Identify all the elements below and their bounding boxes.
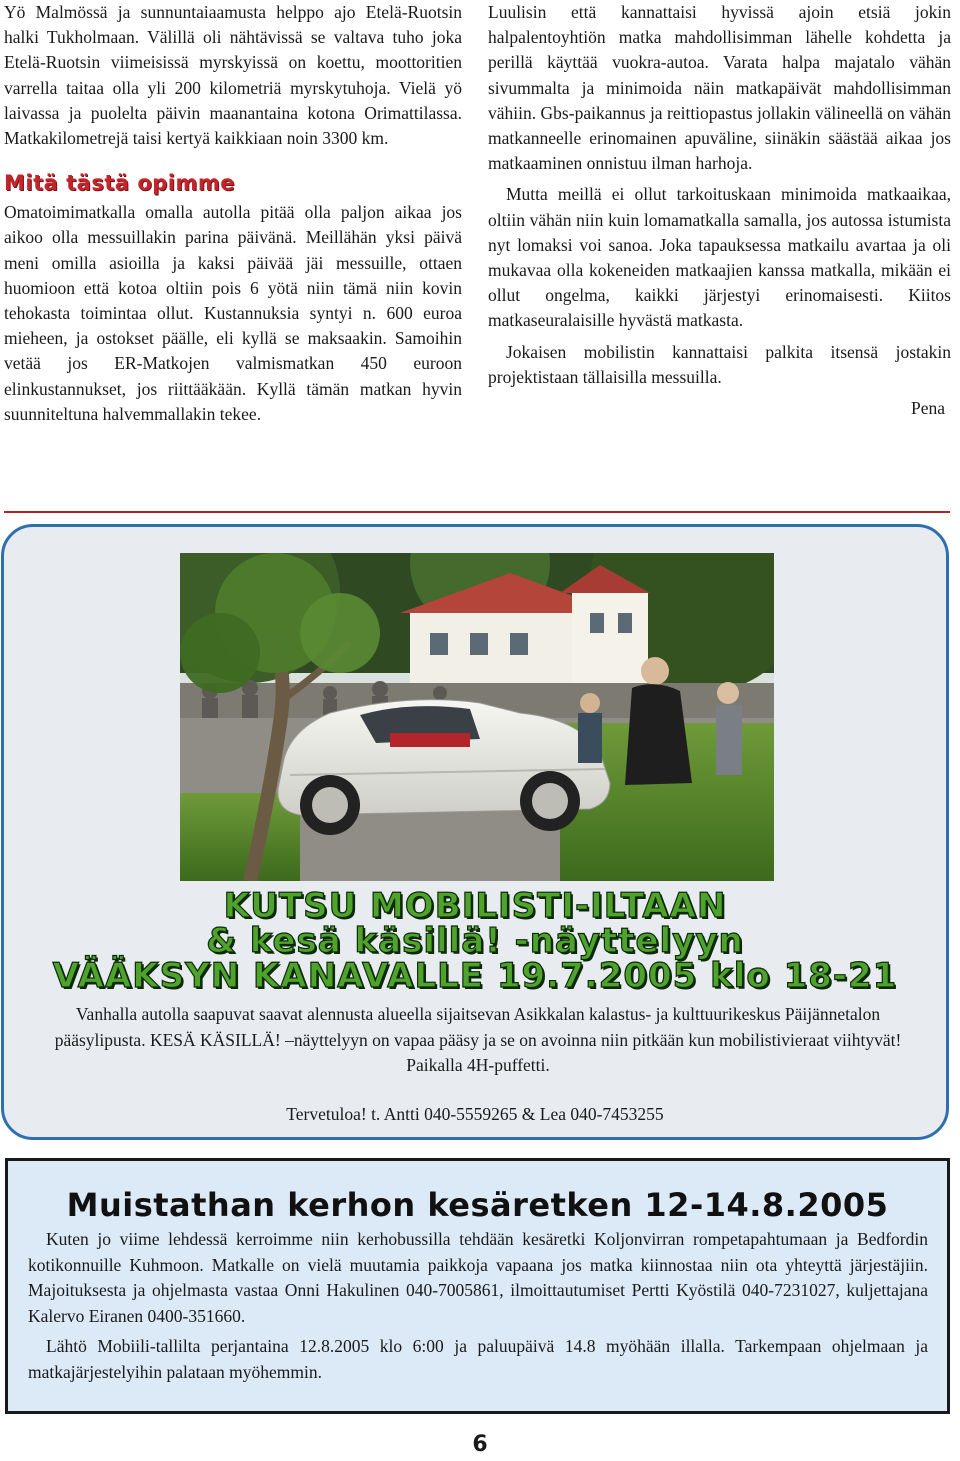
page-number: 6 [472,1432,488,1457]
section-heading: Mitä tästä opimme [4,171,236,196]
invitation-contact: Tervetuloa! t. Antti 040-5559265 & Lea 040-7453255 [286,1104,664,1124]
right-column [488,0,951,421]
invitation-title-line-1: KUTSU MOBILISTI-ILTAAN [223,886,727,926]
left-paragraph-2: Omatoimimatkalla omalla autolla pitää olla paljon aikaa jos aikoo olla messuillakin parina päivänä. Meillähän yksi päivä meni omilla asioilla ja kaksi päivää jäi messuille, ottaen huomioon että kotoa oltiin pois 6 yötä niin tämä niin kovin tehokasta toimintaa ollut. Kustannuksia syntyi n. 600 euroa mieheen, ja ostokset päälle, eli kyllä se maksaakin. Samoihin vetää jos ER-Matkojen valmismatkan 450 euroon elinkustannukset, jos riittääkään. Kyllä tämän matkan hyvin suunniteltuna halvemmallakin tekee. [4,202,462,424]
divider-rule [4,511,950,513]
right-paragraph-2: Mutta meillä ei ollut tarkoituskaan minimoida matkaaikaa, oltiin vähän niin kuin lomamatkalla samalla, jos autossa istumista nyt lomaksi voi sanoa. Joka tapauksessa matkailu avartaa ja oli mukavaa olla kokeneiden matkaajien kanssa matkalla, mikään ei ollut ongelma, kaikki järjestyi erinomaisesti. Kiitos matkaseuralaisille hyvästä matkasta. [488,184,951,331]
summer-trip-paragraph-2: Lähtö Mobiili-tallilta perjantaina 12.8.2005 klo 6:00 ja paluupäivä 14.8 myöhään illalla. Tarkempaan ohjelmaan ja matkajärjestelyihin palataan myöhemmin. [28,1336,928,1382]
vintage-car-photo [180,553,774,881]
invitation-title-line-3: VÄÄKSYN KANAVALLE 19.7.2005 klo 18-21 [52,956,898,996]
invitation-box [1,524,949,1140]
right-paragraph-3: Jokaisen mobilistin kannattaisi palkita itsensä jostakin projektistaan tällaisilla messuilla. [488,341,951,387]
left-column [4,0,462,427]
summer-trip-body [28,1227,928,1385]
invitation-text: Vanhalla autolla saapuvat saavat alennusta alueella sijaitsevan Asikkalan kalastus- ja kulttuurikeskus Päijännetalon pääsylipusta. KESÄ KÄSILLÄ! –näyttelyyn on vapaa pääsy ja se on avoinna niin pitkään kun mobilistivieraat viihtyvät! Paikalla 4H-puffetti. [54,1004,902,1075]
invitation-title-line-2: & kesä käsillä! -näyttelyyn [206,921,744,961]
author-signature: Pena [910,398,945,419]
summer-trip-box [5,1158,950,1414]
summer-trip-paragraph-1: Kuten jo viime lehdessä kerroimme niin kerhobussilla tehdään kesäretki Koljonvirran rompetapahtumaan ja Bedfordin kotikonnuille Kuhmoon. Matkalle on vielä muutamia paikkoja vapaana jos matka kiinnostaa niin ota yhteyttä järjestäjiin. Majoituksesta ja ohjelmasta vastaa Onni Hakulinen 040-7005861, ilmoittautumiset Pertti Kyöstilä 040-7231027, kuljettajana Kalervo Eiranen 0400-351660. [28,1229,928,1326]
right-paragraph-1: Luulisin että kannattaisi hyvissä ajoin etsiä jokin halpalentoyhtiön matka mahdollisimman lähelle kohdetta ja perillä käyttää vuokra-autoa. Varata halpa majatalo vähän sivummalta ja minimoida näin matkapäivät mahdollisimman vähiin. Gbs-paikannus ja reittiopastus jollakin välineellä on vähän matkanneelle erinomainen apuväline, siinäkin säästää aikaa jos matkaaminen onnistuu ilman harhoja. [488,2,951,174]
left-paragraph-1: Yö Malmössä ja sunnuntaiaamusta helppo ajo Etelä-Ruotsin halki Tukholmaan. Välillä oli nähtävissä se valtava tuho joka Etelä-Ruotsin viimeisissä myrskyissä on koettu, moottoritien varrella taitaa olla yli 200 kilometriä myrskytuhoja. Vielä yö laivassa ja puolelta päivin maanantaina kotona Orimattilassa. Matkakilometrejä taisi kertyä kaikkiaan noin 3300 km. [4,2,462,149]
summer-trip-title: Muistathan kerhon kesäretken 12-14.8.2005 [66,1186,889,1224]
